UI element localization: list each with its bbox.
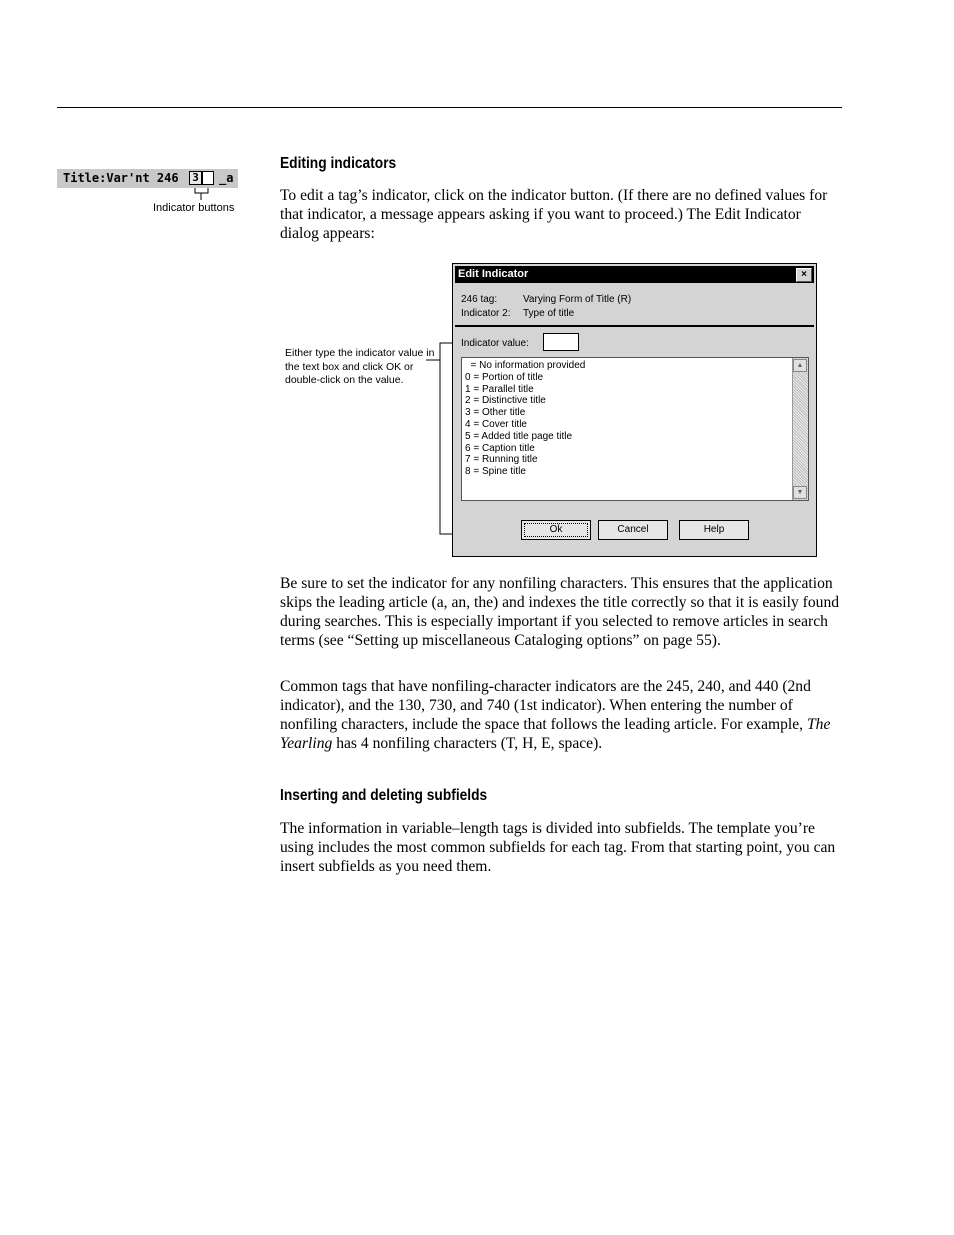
option-item[interactable]: 6 = Caption title — [465, 442, 535, 454]
dialog-separator — [455, 325, 814, 327]
tag-line-example — [57, 169, 238, 188]
close-icon[interactable]: × — [796, 268, 812, 282]
indicator-info-value: Type of title — [523, 308, 575, 319]
option-item[interactable]: 7 = Running title — [465, 454, 538, 466]
paragraph-common-tags — [280, 677, 842, 753]
paragraph-intro: To edit a tag’s indicator, click on the indicator button. (If there are no defined values for that indicator, a message appears asking if you want to proceed.) The Edit Indicator dialog appears: — [280, 187, 828, 242]
scroll-up-icon[interactable]: ▲ — [793, 359, 807, 372]
indicator-value-input[interactable] — [543, 333, 579, 351]
option-item[interactable]: 5 = Added title page title — [465, 430, 573, 442]
options-container — [465, 360, 585, 478]
header-rule — [57, 107, 842, 108]
indicator-options-list[interactable] — [461, 357, 809, 501]
common-tags-text-end: has 4 nonfiling characters (T, H, E, space). — [332, 735, 603, 752]
option-item[interactable]: = No information provided — [465, 360, 586, 371]
dialog-titlebar — [455, 266, 814, 283]
indicator-value-label: Indicator value: — [461, 338, 529, 349]
tag-info-label: 246 tag: — [461, 294, 498, 305]
section-heading-subfields: Inserting and deleting subfields — [280, 787, 488, 804]
help-button[interactable]: Help — [679, 520, 749, 540]
callout-caption: Either type the indicator value in the text box and click OK or double-click on the value. — [285, 347, 435, 386]
cancel-button[interactable]: Cancel — [598, 520, 668, 540]
subfield-code: _a — [219, 171, 234, 185]
section-heading-editing: Editing indicators — [280, 155, 397, 172]
option-item[interactable]: 0 = Portion of title — [465, 371, 544, 383]
option-item[interactable]: 1 = Parallel title — [465, 383, 534, 395]
tag-info-value: Varying Form of Title (R) — [523, 294, 632, 305]
paragraph-nonfiling: Be sure to set the indicator for any nonfiling characters. This ensures that the application skips the leading article (a, an, the) and indexes the title correctly so that it is easily found during searches. This is especially important if you selected to remove articles in search terms (see “Setting up miscellaneous Cataloging options” on page 55). — [280, 575, 840, 649]
ok-button[interactable]: Ok — [521, 520, 591, 540]
list-scrollbar[interactable] — [792, 358, 808, 500]
indicator-info-label: Indicator 2: — [461, 308, 511, 319]
edit-indicator-dialog — [452, 263, 817, 557]
indicator-1-button[interactable]: 3 — [189, 171, 202, 185]
option-item[interactable]: 4 = Cover title — [465, 418, 527, 430]
scroll-down-icon[interactable]: ▼ — [793, 486, 807, 499]
option-item[interactable]: 3 = Other title — [465, 407, 526, 419]
indicator-buttons-caption: Indicator buttons — [153, 202, 235, 214]
indicator-2-button[interactable] — [202, 171, 214, 185]
tag-label: Title:Var'nt 246 — [63, 171, 179, 185]
book-title: The Yearling — [280, 716, 831, 752]
option-item[interactable]: 8 = Spine title — [465, 466, 526, 478]
common-tags-text: Common tags that have nonfiling-character indicators are the 245, 240, and 440 (2nd indicator), and the 130, 730, and 740 (1st indicator). When entering the number of nonfiling characters, include the space that follows the leading article. For example, — [280, 678, 811, 733]
paragraph-subfields: The information in variable–length tags is divided into subfields. The template you’re using includes the most common subfields for each tag. From that starting point, you can insert subfields as you need them. — [280, 820, 836, 875]
option-item[interactable]: 2 = Distinctive title — [465, 395, 546, 407]
dialog-title: Edit Indicator — [458, 268, 529, 280]
